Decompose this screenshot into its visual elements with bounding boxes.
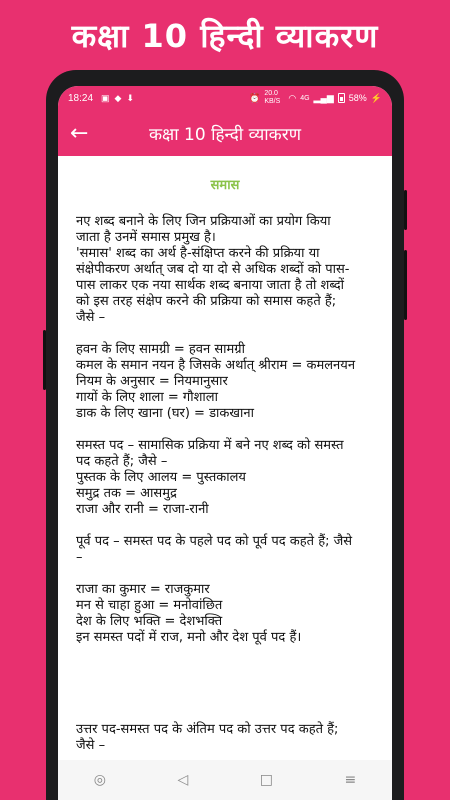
paragraph-purv-examples [76, 582, 374, 646]
back-nav-icon[interactable]: ◁ [177, 772, 189, 788]
app-bar [58, 110, 392, 156]
status-time: 18:24 [68, 92, 94, 104]
notification-icon: ▣ [101, 92, 110, 103]
text-line: पुस्तक के लिए आलय = पुस्तकालय [76, 470, 246, 485]
navigation-bar [58, 760, 392, 800]
battery-percent: 58% [348, 93, 367, 103]
text-line: पास लाकर एक नया सार्थक शब्द बनाया जाता है तो शब्दों [76, 278, 344, 293]
text-line: देश के लिए भक्ति = देशभक्ति [76, 614, 223, 629]
text-line: – [76, 550, 83, 565]
paragraph-uttar-pad [76, 722, 374, 754]
power-button [404, 250, 407, 320]
text-line: जाता है उनमें समास प्रमुख है। [76, 230, 216, 245]
text-line: समस्त पद – सामासिक प्रक्रिया में बने नए शब्द को समस्त [76, 438, 344, 453]
text-line: नियम के अनुसार = नियमानुसार [76, 374, 228, 389]
shield-icon: ◆ [114, 92, 122, 103]
battery-icon [338, 93, 345, 103]
alarm-icon: ⏰ [249, 92, 261, 103]
text-line: पूर्व पद – समस्त पद के पहले पद को पूर्व पद कहते हैं; जैसे [76, 534, 353, 549]
section-heading: समास [210, 178, 240, 193]
phone-screen [58, 86, 392, 800]
text-line: 'समास' शब्द का अर्थ है-संक्षिप्त करने की प्रक्रिया या [76, 246, 320, 261]
text-line: उत्तर पद-समस्त पद के अंतिम पद को उत्तर पद कहते हैं; [76, 722, 339, 737]
paragraph-examples [76, 342, 374, 422]
text-line: हवन के लिए सामग्री = हवन सामग्री [76, 342, 245, 357]
promo-title: कक्षा 10 हिन्दी व्याकरण [71, 17, 379, 55]
spacer [76, 662, 374, 722]
text-line: जैसे – [76, 738, 106, 753]
content-body [58, 156, 392, 760]
paragraph-purv-pad [76, 534, 374, 566]
text-line: समुद्र तक = आसमुद्र [76, 486, 177, 501]
text-line: नए शब्द बनाने के लिए जिन प्रक्रियाओं का प्रयोग किया [76, 214, 331, 229]
text-line: राजा का कुमार = राजकुमार [76, 582, 210, 597]
paragraph-samast-pad [76, 438, 374, 518]
text-line: को इस तरह संक्षेप करने की प्रक्रिया को समास कहते हैं; [76, 294, 337, 309]
arrow-left-icon[interactable]: ← [70, 120, 89, 146]
side-button [43, 330, 46, 390]
assistant-icon[interactable]: ◎ [93, 772, 106, 788]
charging-icon: ⚡ [370, 92, 382, 103]
status-bar [58, 86, 392, 110]
text-line: कमल के समान नयन है जिसके अर्थात् श्रीराम = कमलनयन [76, 358, 356, 373]
network-speed: 20.0 KB/S [264, 90, 281, 105]
home-nav-icon[interactable]: □ [259, 772, 273, 788]
text-line: गायों के लिए शाला = गौशाला [76, 390, 218, 405]
text-line: संक्षेपीकरण अर्थात् जब दो या दो से अधिक शब्दों को पास- [76, 262, 350, 277]
text-line: इन समस्त पदों में राज, मनो और देश पूर्व पद हैं। [76, 630, 302, 645]
text-line: डाक के लिए खाना (घर) = डाकखाना [76, 406, 254, 421]
text-line: राजा और रानी = राजा-रानी [76, 502, 209, 517]
paragraph-intro [76, 214, 374, 326]
volume-button [404, 190, 407, 230]
text-line: मन से चाहा हुआ = मनोवांछित [76, 598, 223, 613]
wifi-icon: ◠ [288, 92, 297, 103]
download-icon: ⬇ [126, 92, 135, 103]
text-line: जैसे – [76, 310, 106, 325]
app-title: कक्षा 10 हिन्दी व्याकरण [149, 124, 301, 145]
text-line: पद कहते हैं; जैसे – [76, 454, 168, 469]
recents-nav-icon[interactable]: ≡ [344, 772, 357, 788]
network-type: 4G [300, 94, 310, 102]
signal-icon: ▂▄▆ [313, 92, 334, 103]
